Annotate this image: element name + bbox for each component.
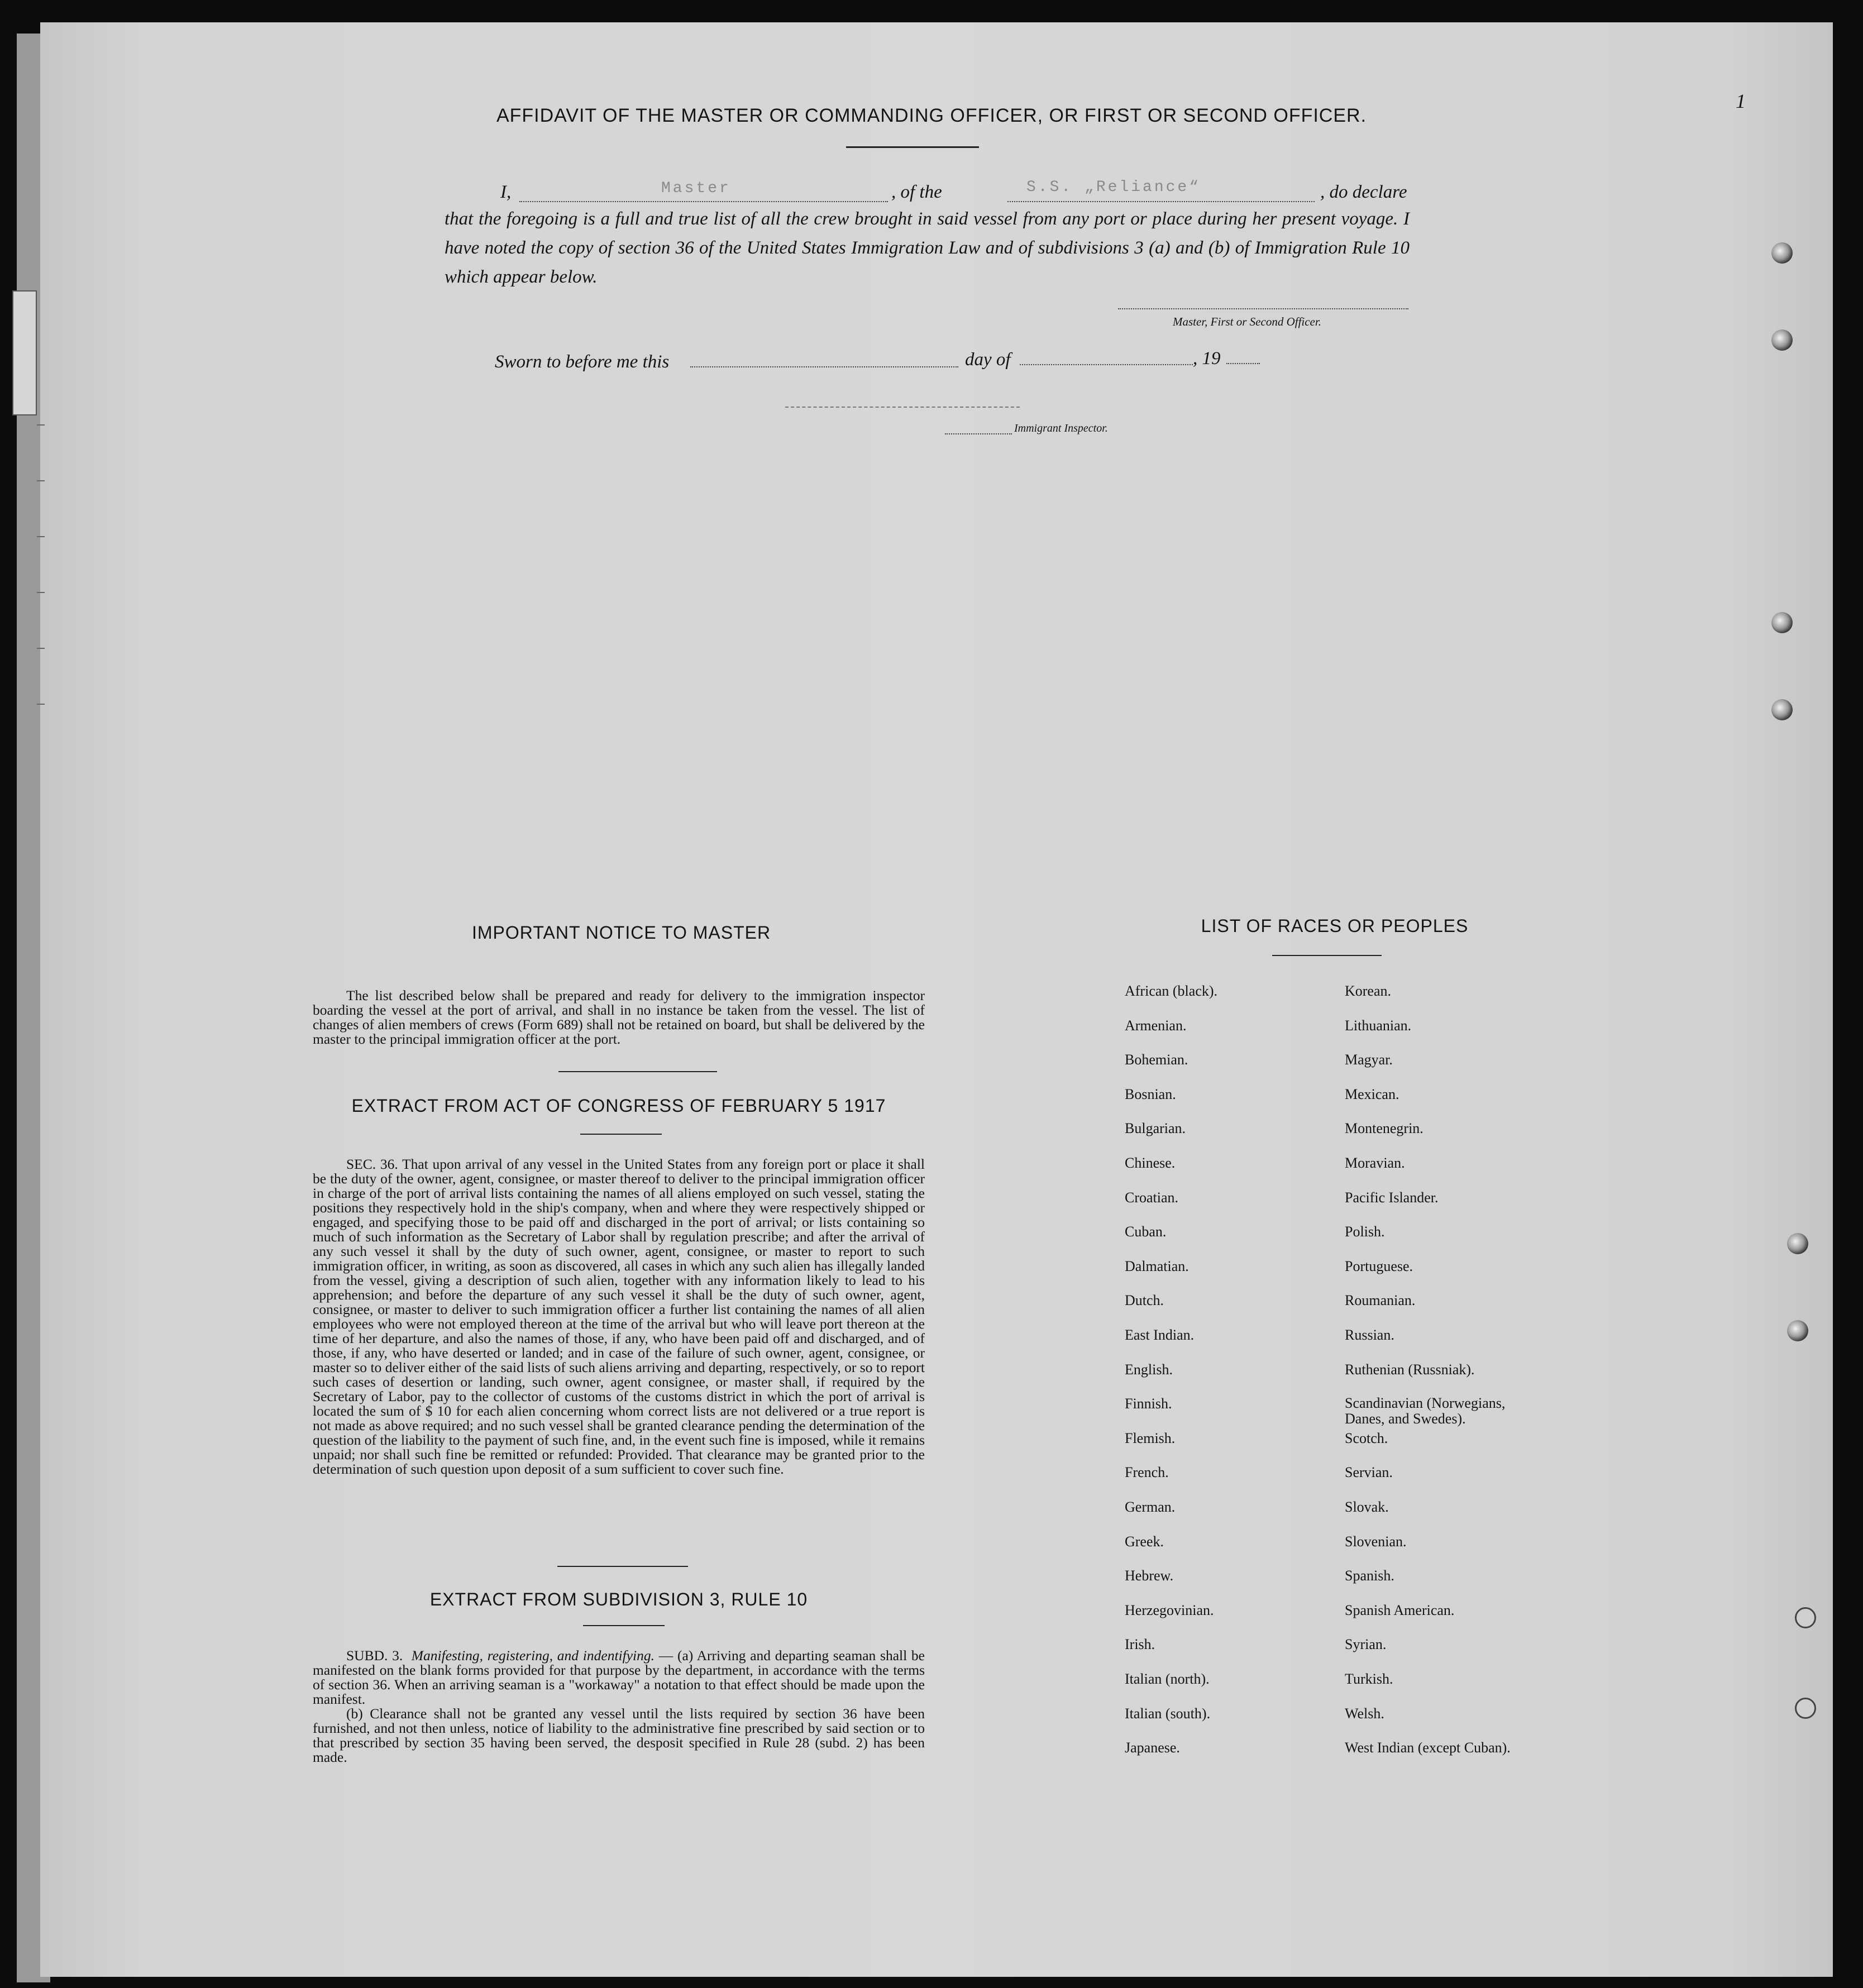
race-right-item: Polish. (1345, 1224, 1385, 1240)
notice-text (313, 988, 925, 1046)
act-paragraph: SEC. 36. That upon arrival of any vessel in the United States from any foreign port or place it shall be the duty of the owner, agent, consignee, or master thereof to deliver to the principal immigration officer in charge of the port of arrival lists containing the names of all aliens employed on such vessel, stating the positions they respectively hold in the ship's company, when and where they were respectively shipped or engaged, and specifying those to be paid off and discharged in the port of arrival; or lists containing so much of such information as the Secretary of Labor shall by regulation prescribe; and after the arrival of any such vessel it shall by the duty of such owner, agent, consignee, or master to report to such immigration officer, in writing, as soon as discovered, all cases in which any such alien has illegally landed from the vessel, giving a description of such alien, together with any information likely to lead to his apprehension; and before the departure of any such vessel it shall be the duty of such owner, agent, consignee, or master to deliver to such immigration officer a further list containing the names of all alien employees who were not employed thereon at the time of the arrival but who will leave port thereon at the time of her departure, and also the names of those, if any, who have been paid off and discharged, and of those, if any, who have deserted or landed; and in case of the failure of such owner, agent, consignee, or master so to deliver either of the said lists of such aliens arriving and departing, respectively, or so to report such cases of desertion or landing, such owner, agent consignee, or master shall, if required by the Secretary of Labor, pay to the collector of customs of the customs district in which the port of arrival is located the sum of $ 10 for each alien concerning whom correct lists are not delivered or a true report is not made as above required; and no such vessel shall be granted clearance pending the determination of the question of the liability to the payment of such fine, and, in the event such fine is imposed, while it remains unpaid; nor shall such fine be remitted or refunded: Provided. That clearance may be granted prior to the determination of such question upon deposit of a sum sufficient to cover such fine. (313, 1156, 925, 1477)
races-title-rule (1272, 955, 1382, 956)
sworn-label: Sworn to before me this (495, 352, 670, 372)
race-left-item: Finnish. (1125, 1396, 1172, 1412)
race-right-item: West Indian (except Cuban). (1345, 1740, 1511, 1756)
races-title: LIST OF RACES OR PEOPLES (1201, 916, 1469, 936)
inspector-signature-line (785, 407, 1020, 408)
day-of-label: day of (965, 350, 1011, 370)
affidavit-of-the: , of the (891, 182, 942, 202)
notice-rule (558, 1071, 717, 1072)
race-left-item: Dalmatian. (1125, 1258, 1189, 1274)
sworn-day-line (690, 366, 958, 367)
page-edge-tab (12, 290, 37, 415)
inspector-caption: Immigrant Inspector. (1014, 422, 1108, 434)
vessel-field-value: S.S. „Reliance“ (1026, 179, 1201, 196)
race-right-item: Magyar. (1345, 1052, 1393, 1068)
race-left-item: Armenian. (1125, 1017, 1187, 1034)
race-right-item: Slovak. (1345, 1499, 1389, 1515)
race-left-item: Bulgarian. (1125, 1120, 1186, 1137)
race-left-item: Flemish. (1125, 1430, 1176, 1446)
act-title-rule (580, 1134, 662, 1135)
race-left-item: English. (1125, 1361, 1173, 1378)
notice-title: IMPORTANT NOTICE TO MASTER (472, 923, 771, 943)
sworn-month-line (1020, 364, 1193, 365)
race-left-item: Italian (south). (1125, 1705, 1211, 1722)
race-right-item: Slovenian. (1345, 1533, 1407, 1550)
race-left-item: Italian (north). (1125, 1671, 1210, 1687)
signature-line (1118, 308, 1408, 309)
race-right-item: Spanish. (1345, 1568, 1394, 1584)
document-page (40, 22, 1833, 1977)
race-left-item: Dutch. (1125, 1292, 1164, 1309)
margin-rule (37, 424, 45, 426)
margin-rule (37, 536, 45, 537)
race-right-item: Mexican. (1345, 1086, 1399, 1102)
race-right-item: Russian. (1345, 1327, 1394, 1343)
act-title: EXTRACT FROM ACT OF CONGRESS OF FEBRUARY 5 1917 (351, 1096, 886, 1116)
affidavit-body: that the foregoing is a full and true list of all the crew brought in said vessel from any port or place during her present voyage. I have noted the copy of section 36 of the United States Immigration Law and of subdivisions 3 (a) and (b) of Immigration Rule 10 which appear below. (445, 209, 1410, 287)
race-right-item: Scotch. (1345, 1430, 1388, 1446)
race-left-item: Hebrew. (1125, 1568, 1174, 1584)
race-left-item: Japanese. (1125, 1740, 1180, 1756)
sworn-year-line (1226, 363, 1260, 364)
punch-hole (1771, 242, 1793, 264)
race-right-item: Spanish American. (1345, 1602, 1455, 1618)
race-right-item: Welsh. (1345, 1705, 1384, 1722)
race-left-item: Chinese. (1125, 1155, 1176, 1171)
act-rule (557, 1566, 688, 1567)
vessel-name-line (1007, 201, 1315, 202)
punch-hole (1787, 1320, 1808, 1341)
race-left-item: Bosnian. (1125, 1086, 1176, 1102)
rule-title: EXTRACT FROM SUBDIVISION 3, RULE 10 (429, 1589, 808, 1609)
inspector-dots (945, 433, 1012, 434)
affidavit-title: AFFIDAVIT OF THE MASTER OR COMMANDING OFFICER, OR FIRST OR SECOND OFFICER. (496, 105, 1367, 126)
signature-caption: Master, First or Second Officer. (1173, 315, 1321, 328)
rule-text (313, 1648, 925, 1765)
rule-a-paragraph (313, 1648, 925, 1707)
rule-a-text: — (a) Arriving and departing seaman shall be manifested on the blank forms provided for that purpose by the department, in accordance with the terms of section 36. When an arriving seaman is a "workaway" a notation to that effect should be made upon the manifest. (313, 1647, 925, 1707)
affidavit-do-declare: , do declare (1320, 182, 1407, 202)
notice-paragraph: The list described below shall be prepared and ready for delivery to the immigration inspector boarding the vessel at the port of arrival, and shall in no instance be taken from the vessel. The list of changes of alien members of crews (Form 689) shall not be retained on board, but shall be delivered by the master to the principal immigration officer at the port. (313, 987, 925, 1047)
race-right-item: Scandinavian (Norwegians, Danes, and Swedes). (1345, 1395, 1506, 1427)
margin-rule (37, 592, 45, 593)
year-prefix: , 19 (1193, 348, 1221, 369)
race-right-item: Portuguese. (1345, 1258, 1413, 1274)
rule-heading: Manifesting, registering, and indentifying. (411, 1647, 655, 1664)
race-left-item: Herzegovinian. (1125, 1602, 1214, 1618)
punch-hole (1795, 1698, 1816, 1719)
affidavit-i-label: I, (500, 182, 512, 202)
master-field-value: Master (661, 180, 731, 197)
race-right-item: Montenegrin. (1345, 1120, 1423, 1137)
punch-hole (1787, 1233, 1808, 1254)
rule-subd-label: SUBD. 3. (346, 1647, 403, 1664)
race-left-item: Bohemian. (1125, 1052, 1188, 1068)
race-right-item: Pacific Islander. (1345, 1189, 1439, 1206)
race-left-item: Croatian. (1125, 1189, 1179, 1206)
race-left-item: German. (1125, 1499, 1176, 1515)
race-right-item: Turkish. (1345, 1671, 1393, 1687)
title-underline (846, 146, 979, 148)
race-left-item: African (black). (1125, 983, 1218, 999)
race-right-item: Servian. (1345, 1464, 1393, 1481)
race-right-item: Syrian. (1345, 1636, 1387, 1653)
punch-hole (1795, 1607, 1816, 1628)
race-left-item: French. (1125, 1464, 1169, 1481)
margin-rule (37, 704, 45, 705)
punch-hole (1771, 612, 1793, 633)
race-right-item: Korean. (1345, 983, 1392, 999)
page-number-mark: 1 (1736, 90, 1746, 112)
master-name-line (519, 201, 888, 202)
race-left-item: Cuban. (1125, 1224, 1167, 1240)
race-right-item: Ruthenian (Russniak). (1345, 1361, 1475, 1378)
race-left-item: Irish. (1125, 1636, 1155, 1653)
punch-hole (1771, 329, 1793, 351)
margin-rule (37, 648, 45, 649)
race-right-item: Lithuanian. (1345, 1017, 1412, 1034)
rule-b-paragraph: (b) Clearance shall not be granted any vessel until the lists required by section 36 have been furnished, and not then unless, notice of liability to the administrative fine prescribed by said section or to that prescribed by section 35 having been served, the desposit specified in Rule 28 (subd. 2) has been made. (313, 1705, 925, 1765)
act-text (313, 1157, 925, 1476)
race-right-item: Roumanian. (1345, 1292, 1416, 1309)
race-left-item: East Indian. (1125, 1327, 1195, 1343)
race-left-item: Greek. (1125, 1533, 1164, 1550)
race-right-item: Moravian. (1345, 1155, 1405, 1171)
punch-hole (1771, 699, 1793, 720)
rule-title-rule (583, 1625, 665, 1626)
margin-rule (37, 480, 45, 481)
